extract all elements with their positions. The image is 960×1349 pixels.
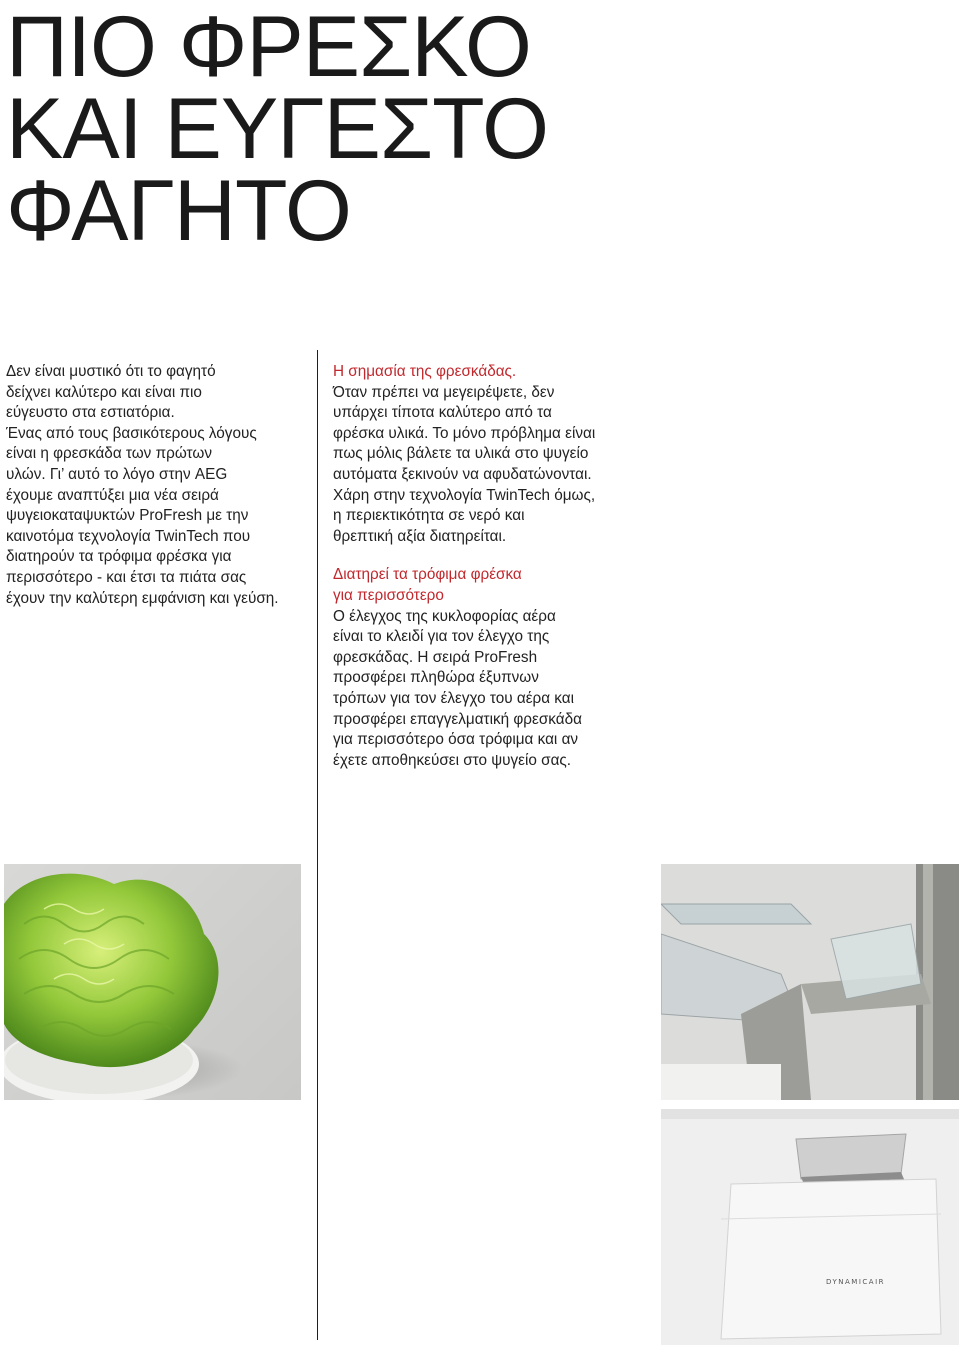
freshness-heading: Η σημασία της φρεσκάδας. (333, 363, 517, 380)
keeps-fresh-line: προσφέρει πληθώρα έξυπνων (333, 669, 539, 687)
intro-line: διατηρούν τα τρόφιμα φρέσκα για (6, 548, 232, 566)
freshness-line: φρέσκα υλικά. Το μόνο πρόβλημα είναι (333, 424, 596, 442)
freshness-line: θρεπτική αξία διατηρείται. (333, 527, 507, 545)
freshness-line: Όταν πρέπει να μεγειρέψετε, δεν (333, 383, 555, 401)
intro-line: Δεν είναι μυστικό ότι το φαγητό (6, 363, 216, 380)
freshness-line: η περιεκτικότητα σε νερό και (333, 507, 525, 525)
keeps-fresh-heading: για περισσότερο (333, 586, 444, 604)
keeps-fresh-line: φρεσκάδας. Η σειρά ProFresh (333, 648, 538, 666)
title-line-3: ΦΑΓΗΤΟ (6, 163, 351, 259)
intro-line: εύγευστο στα εστιατόρια. (6, 404, 175, 422)
title-line-1: ΠΙΟ ΦΡΕΣΚΟ (6, 0, 531, 95)
freshness-line: υπάρχει τίποτα καλύτερο από τα (333, 404, 552, 422)
details-column (333, 362, 633, 771)
fridge-panel-photo (661, 1109, 959, 1345)
intro-line: δείχνει καλύτερο και είναι πιο (6, 383, 202, 401)
intro-line: περισσότερο - και έτσι τα πιάτα σας (6, 568, 247, 586)
intro-column (6, 362, 306, 609)
freshness-line: αυτόματα ξεκινούν να αφυδατώνονται. (333, 465, 592, 483)
freshness-line: Χάρη στην τεχνολογία TwinTech όμως, (333, 486, 596, 504)
keeps-fresh-line: τρόπων για τον έλεγχο του αέρα και (333, 689, 575, 707)
page-title (6, 0, 548, 259)
intro-line: καινοτόμα τεχνολογία TwinTech που (6, 527, 251, 545)
keeps-fresh-line: για περισσότερο όσα τρόφιμα και αν (333, 731, 579, 749)
keeps-fresh-line: προσφέρει επαγγελματική φρεσκάδα (333, 710, 582, 728)
intro-line: Ένας από τους βασικότερους λόγους (6, 424, 257, 442)
freshness-line: πως μόλις βάλετε τα υλικά στο ψυγείο (333, 445, 589, 463)
intro-line: έχουν την καλύτερη εμφάνιση και γεύση. (6, 589, 279, 607)
intro-line: υλών. Γι’ αυτό το λόγο στην AEG (6, 465, 228, 483)
intro-line: ψυγειοκαταψυκτών ProFresh με την (6, 507, 249, 525)
fridge-drawer-photo (661, 864, 959, 1100)
keeps-fresh-line: Ο έλεγχος της κυκλοφορίας αέρα (333, 607, 556, 625)
intro-line: είναι η φρεσκάδα των πρώτων (6, 445, 212, 463)
column-divider (317, 350, 318, 1340)
lettuce-photo (4, 864, 301, 1100)
keeps-fresh-line: είναι το κλειδί για τον έλεγχο της (333, 628, 550, 646)
panel-label: DYNAMICAIR (826, 1278, 886, 1286)
title-line-2: ΚΑΙ ΕΥΓΕΣΤΟ (6, 81, 548, 177)
intro-line: έχουμε αναπτύξει μια νέα σειρά (6, 486, 219, 504)
keeps-fresh-heading: Διατηρεί τα τρόφιμα φρέσκα (333, 566, 522, 584)
keeps-fresh-line: έχετε αποθηκεύσει στο ψυγείο σας. (333, 751, 572, 769)
